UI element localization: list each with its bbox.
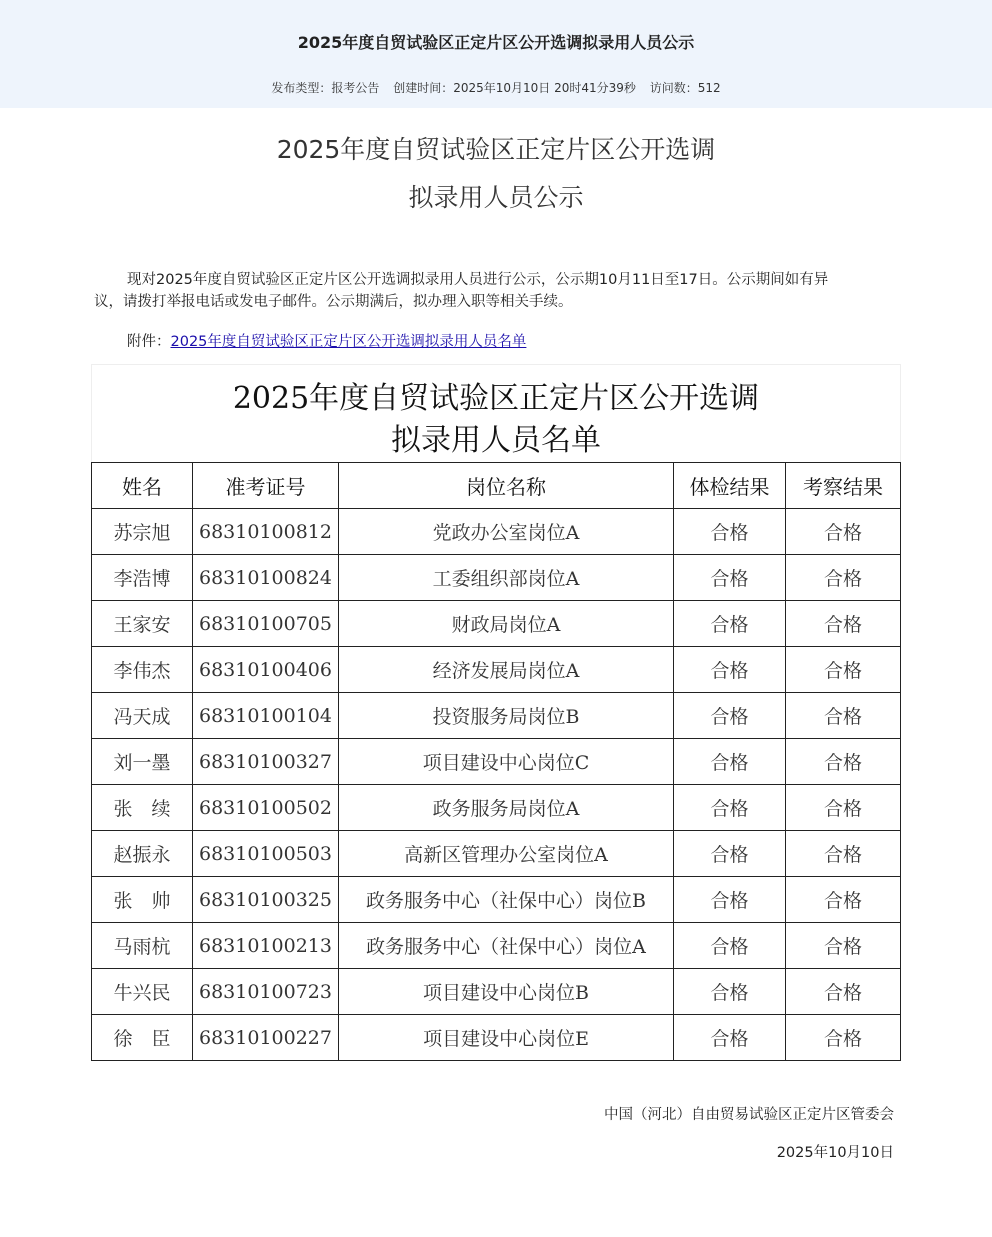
- cell-medical-result: 合格: [674, 509, 786, 555]
- table-row: [92, 739, 901, 785]
- cell-name: 赵振永: [92, 831, 193, 877]
- cell-name: 苏宗旭: [92, 509, 193, 555]
- cell-ticket-number: 68310100213: [193, 923, 339, 969]
- attachment-label: 附件：: [127, 334, 171, 350]
- cell-review-result: 合格: [786, 785, 901, 831]
- cell-position: 投资服务局岗位B: [339, 693, 674, 739]
- cell-ticket-number: 68310100723: [193, 969, 339, 1015]
- doc-title-line2: 拟录用人员公示: [408, 183, 584, 212]
- publish-type: 发布类型：报考公告: [271, 81, 380, 95]
- cell-ticket-number: 68310100705: [193, 601, 339, 647]
- attachment-link[interactable]: 2025年度自贸试验区正定片区公开选调拟录用人员名单: [170, 334, 527, 350]
- table-row: [92, 693, 901, 739]
- cell-review-result: 合格: [786, 877, 901, 923]
- cell-position: 高新区管理办公室岗位A: [339, 831, 674, 877]
- cell-ticket-number: 68310100503: [193, 831, 339, 877]
- cell-medical-result: 合格: [674, 785, 786, 831]
- cell-review-result: 合格: [786, 693, 901, 739]
- cell-review-result: 合格: [786, 831, 901, 877]
- table-row: [92, 877, 901, 923]
- table-row: [92, 647, 901, 693]
- cell-review-result: 合格: [786, 647, 901, 693]
- cell-ticket-number: 68310100227: [193, 1015, 339, 1061]
- sheet-title-line2: 拟录用人员名单: [391, 423, 601, 458]
- cell-name: 李浩博: [92, 555, 193, 601]
- notice-paragraph-line2: 议，请拨打举报电话或发电子邮件。公示期满后，拟办理入职等相关手续。: [94, 294, 573, 310]
- roster-table: [91, 462, 901, 1061]
- cell-review-result: 合格: [786, 969, 901, 1015]
- visit-count: 访问数：512: [649, 81, 721, 95]
- table-row: [92, 831, 901, 877]
- cell-position: 项目建设中心岗位C: [339, 739, 674, 785]
- cell-medical-result: 合格: [674, 831, 786, 877]
- cell-ticket-number: 68310100327: [193, 739, 339, 785]
- article-title: 2025年度自贸试验区正定片区公开选调拟录用人员公示: [297, 33, 695, 52]
- cell-name: 李伟杰: [92, 647, 193, 693]
- cell-ticket-number: 68310100325: [193, 877, 339, 923]
- column-header-review: 考察结果: [786, 463, 901, 509]
- cell-position: 党政办公室岗位A: [339, 509, 674, 555]
- cell-position: 工委组织部岗位A: [339, 555, 674, 601]
- cell-name: 牛兴民: [92, 969, 193, 1015]
- attachment: [127, 330, 526, 351]
- issue-date: 2025年10月10日: [776, 1145, 894, 1161]
- table-row: [92, 555, 901, 601]
- column-header-name: 姓名: [92, 463, 193, 509]
- cell-position: 经济发展局岗位A: [339, 647, 674, 693]
- cell-position: 项目建设中心岗位E: [339, 1015, 674, 1061]
- cell-medical-result: 合格: [674, 877, 786, 923]
- cell-name: 张 帅: [92, 877, 193, 923]
- cell-medical-result: 合格: [674, 647, 786, 693]
- cell-name: 冯天成: [92, 693, 193, 739]
- cell-name: 张 续: [92, 785, 193, 831]
- cell-ticket-number: 68310100812: [193, 509, 339, 555]
- column-header-ticket: 准考证号: [193, 463, 339, 509]
- issuing-organization: 中国（河北）自由贸易试验区正定片区管委会: [604, 1107, 894, 1123]
- table-body: [92, 509, 901, 1061]
- table-row: [92, 1015, 901, 1061]
- table-row: [92, 509, 901, 555]
- cell-medical-result: 合格: [674, 923, 786, 969]
- cell-review-result: 合格: [786, 739, 901, 785]
- cell-position: 项目建设中心岗位B: [339, 969, 674, 1015]
- cell-position: 政务服务局岗位A: [339, 785, 674, 831]
- cell-medical-result: 合格: [674, 739, 786, 785]
- cell-medical-result: 合格: [674, 601, 786, 647]
- cell-name: 刘一墨: [92, 739, 193, 785]
- cell-position: 财政局岗位A: [339, 601, 674, 647]
- cell-medical-result: 合格: [674, 555, 786, 601]
- table-row: [92, 601, 901, 647]
- table-row: [92, 785, 901, 831]
- cell-ticket-number: 68310100104: [193, 693, 339, 739]
- cell-review-result: 合格: [786, 1015, 901, 1061]
- cell-ticket-number: 68310100502: [193, 785, 339, 831]
- column-header-position: 岗位名称: [339, 463, 674, 509]
- created-time: 创建时间：2025年10月10日 20时41分39秒: [393, 81, 636, 95]
- notice-paragraph-line1: 现对2025年度自贸试验区正定片区公开选调拟录用人员进行公示，公示期10月11日至17日。公示期间如有异: [127, 272, 829, 288]
- cell-position: 政务服务中心（社保中心）岗位A: [339, 923, 674, 969]
- cell-position: 政务服务中心（社保中心）岗位B: [339, 877, 674, 923]
- table-header-row: [92, 463, 901, 509]
- doc-title-line1: 2025年度自贸试验区正定片区公开选调: [276, 135, 716, 164]
- cell-ticket-number: 68310100406: [193, 647, 339, 693]
- cell-name: 王家安: [92, 601, 193, 647]
- sheet-title-line1: 2025年度自贸试验区正定片区公开选调: [232, 381, 760, 416]
- article-meta: [0, 79, 992, 96]
- cell-medical-result: 合格: [674, 693, 786, 739]
- cell-review-result: 合格: [786, 601, 901, 647]
- table-row: [92, 969, 901, 1015]
- table-row: [92, 923, 901, 969]
- column-header-medical: 体检结果: [674, 463, 786, 509]
- cell-medical-result: 合格: [674, 1015, 786, 1061]
- cell-review-result: 合格: [786, 555, 901, 601]
- cell-medical-result: 合格: [674, 969, 786, 1015]
- cell-review-result: 合格: [786, 509, 901, 555]
- cell-name: 马雨杭: [92, 923, 193, 969]
- cell-review-result: 合格: [786, 923, 901, 969]
- cell-ticket-number: 68310100824: [193, 555, 339, 601]
- cell-name: 徐 臣: [92, 1015, 193, 1061]
